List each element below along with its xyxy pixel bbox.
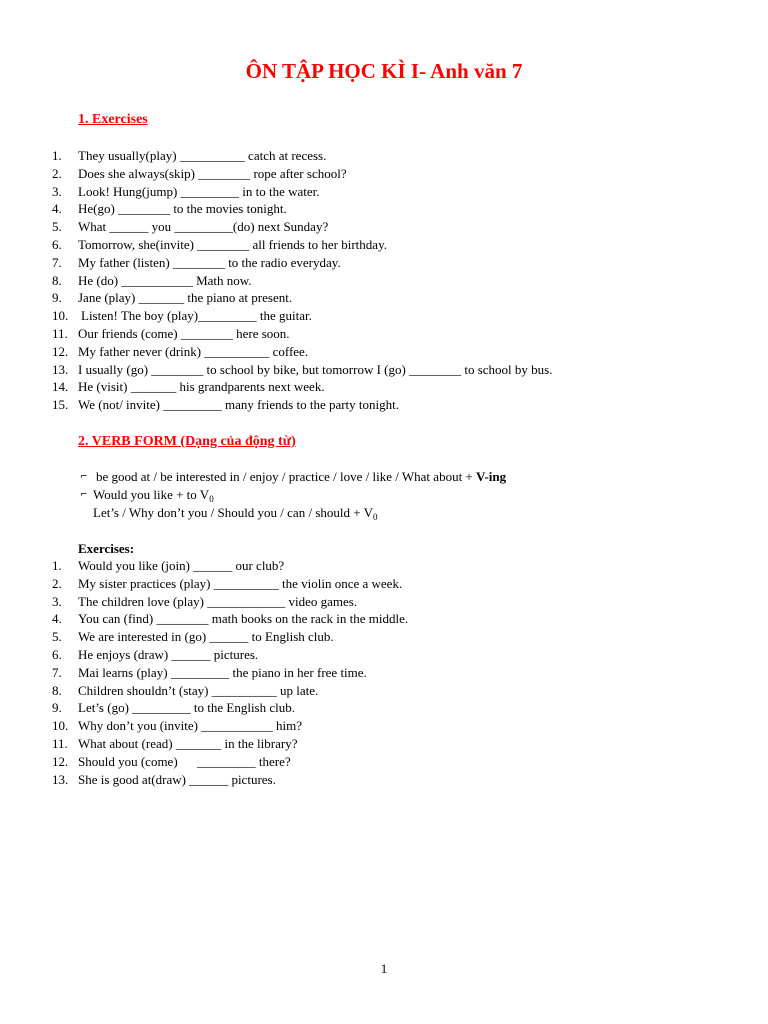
item-number: 6. [52,646,62,662]
list-item [0,593,768,611]
item-number: 3. [52,183,62,199]
rule-text: Would you like + to V [93,487,210,502]
list-item [0,307,768,325]
item-number: 7. [52,664,62,680]
item-text: He enjoys (draw) ______ pictures. [78,646,259,662]
item-number: 3. [52,593,62,609]
item-text: What ______ you _________(do) next Sunday? [78,219,329,235]
item-text: We are interested in (go) ______ to English club. [78,629,334,645]
list-item [0,396,768,414]
item-number: 10. [52,308,69,324]
verb-rule-ving [96,468,506,486]
list-item [0,771,768,789]
list-item [0,664,768,682]
item-text: My sister practices (play) __________ the violin once a week. [78,575,403,591]
item-number: 2. [52,575,62,591]
item-number: 8. [52,682,62,698]
item-text: We (not/ invite) _________ many friends to the party tonight. [78,397,400,413]
rule-subscript: 0 [372,512,378,522]
item-text: My father never (drink) __________ coffee. [78,343,309,359]
list-item [0,717,768,735]
list-item [0,682,768,700]
exercise-list-2 [0,557,768,788]
item-number: 10. [52,718,69,734]
item-number: 4. [52,201,62,217]
item-number: 15. [52,397,69,413]
section-heading-verb-form: 2. VERB FORM (Dạng của động từ) [78,434,296,449]
item-number: 9. [52,290,62,306]
item-text: Should you (come) _________ there? [78,753,291,769]
item-text: I usually (go) ________ to school by bike, but tomorrow I (go) ________ to school by bus. [78,361,553,377]
item-text: Our friends (come) ________ here soon. [78,325,290,341]
item-text: What about (read) _______ in the library? [78,735,298,751]
item-text: He(go) ________ to the movies tonight. [78,201,287,217]
item-text: Does she always(skip) ________ rope after school? [78,165,347,181]
item-text: The children love (play) ____________ video games. [78,593,358,609]
rule-form: V-ing [476,469,507,484]
item-number: 1. [52,558,62,573]
item-text: Why don’t you (invite) ___________ him? [78,718,302,734]
item-text: He (visit) _______ his grandparents next week. [78,379,325,395]
list-item [0,378,768,396]
item-text: Let’s (go) _________ to the English club. [78,700,296,716]
item-text: Mai learns (play) _________ the piano in her free time. [78,664,367,680]
item-text: My father (listen) ________ to the radio everyday. [78,254,341,270]
item-number: 11. [52,325,68,341]
item-number: 12. [52,753,69,769]
list-item [0,575,768,593]
list-item [0,646,768,664]
item-number: 8. [52,272,62,288]
item-number: 11. [52,735,68,751]
item-number: 5. [52,629,62,645]
verb-rule-bare-v [93,504,377,526]
item-text: Tomorrow, she(invite) ________ all friends to her birthday. [78,236,387,252]
list-item [0,218,768,236]
item-number: 6. [52,236,62,252]
item-text: He (do) ___________ Math now. [78,272,252,288]
list-item [0,557,768,575]
list-item [0,361,768,379]
exercises-label: Exercises: [78,541,135,556]
item-text: Listen! The boy (play)_________ the guitar. [81,308,312,324]
list-item [0,147,768,165]
list-item [0,236,768,254]
item-text: Jane (play) _______ the piano at present. [78,290,293,306]
list-item [0,628,768,646]
item-text: Look! Hung(jump) _________ in to the water. [78,183,320,199]
bullet-icon: ⌐ [80,490,88,500]
item-text: Would you like (join) ______ our club? [78,558,285,573]
list-item [0,183,768,201]
rule-subscript: 0 [209,494,214,504]
list-item [0,699,768,717]
exercise-list-1 [0,147,768,414]
item-number: 1. [52,148,62,163]
item-number: 4. [52,611,62,627]
list-item [0,254,768,272]
list-item [0,289,768,307]
item-number: 12. [52,343,69,359]
list-item [0,200,768,218]
item-number: 13. [52,361,69,377]
item-number: 14. [52,379,69,395]
list-item [0,343,768,361]
item-number: 2. [52,165,62,181]
rule-text: Let’s / Why don’t you / Should you / can / should + V [93,505,373,520]
page-title: ÔN TẬP HỌC KÌ I- Anh văn 7 [245,59,523,83]
list-item [0,735,768,753]
rule-text: be good at / be interested in / enjoy / practice / love / like / What about + [96,469,473,484]
section-heading-exercises: 1. Exercises [78,112,148,127]
list-item [0,272,768,290]
list-item [0,325,768,343]
bullet-icon: ⌐ [80,472,88,482]
item-text: They usually(play) __________ catch at recess. [78,148,327,163]
page-number: 1 [380,961,388,976]
item-number: 7. [52,254,62,270]
item-text: She is good at(draw) ______ pictures. [78,771,276,787]
list-item [0,610,768,628]
item-number: 5. [52,219,62,235]
item-number: 9. [52,700,62,716]
list-item [0,165,768,183]
list-item [0,753,768,771]
item-text: Children shouldn’t (stay) __________ up late. [78,682,319,698]
item-text: You can (find) ________ math books on the rack in the middle. [78,611,409,627]
item-number: 13. [52,771,69,787]
